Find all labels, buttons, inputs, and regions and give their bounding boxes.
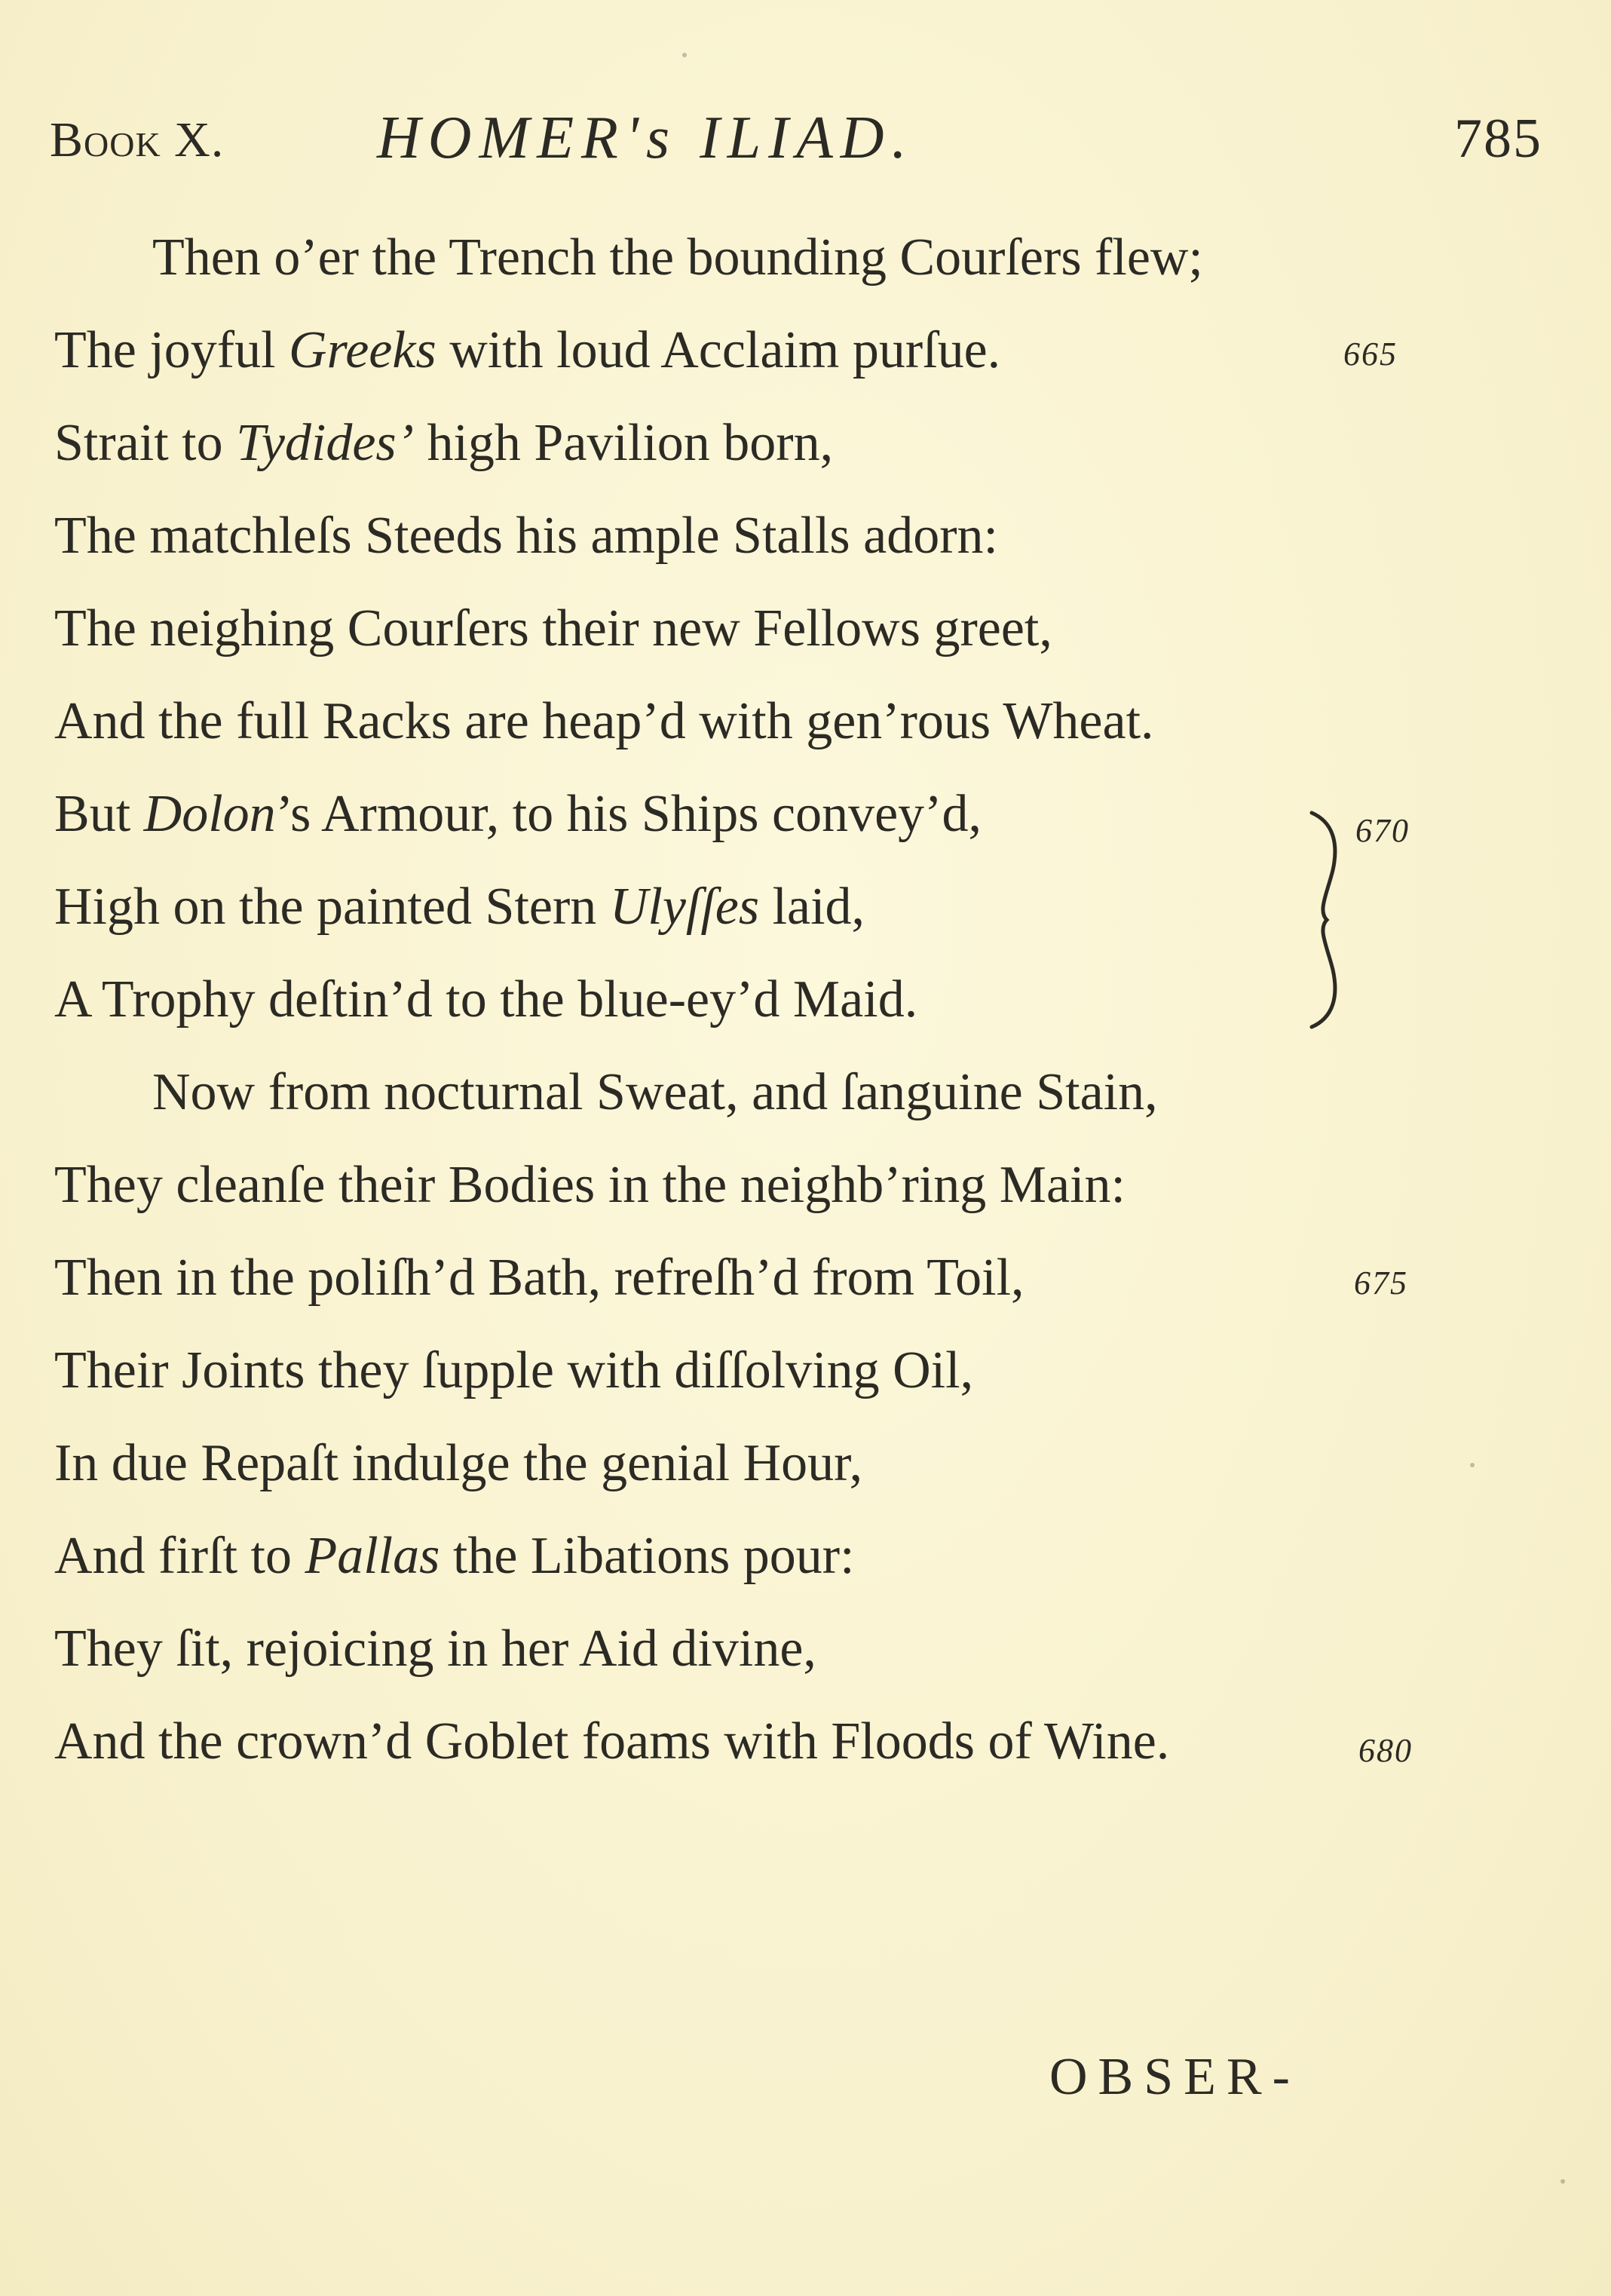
line-number: 680 <box>1358 1732 1413 1769</box>
verse-line: A Trophy deſtin’d to the blue-ey’d Maid. <box>54 970 918 1028</box>
verse-line: Then in the poliſh’d Bath, refreſh’d from Toil, <box>54 1249 1024 1307</box>
verse-line: In due Repaſt indulge the genial Hour, <box>54 1434 863 1492</box>
verse-line: The joyful Greeks with loud Acclaim purſue. <box>54 321 1001 379</box>
verse-line: The neighing Courſers their new Fellows greet, <box>54 599 1052 658</box>
verse-line: High on the painted Stern Ulyſſes laid, <box>54 878 865 936</box>
verse-line: Then o’er the Trench the bounding Courſers flew; <box>152 228 1203 287</box>
line-number: 675 <box>1354 1264 1408 1301</box>
verse-line: Strait to Tydides’ high Pavilion born, <box>54 414 834 472</box>
verse-line: Their Joints they ſupple with diſſolving Oil, <box>54 1341 974 1399</box>
catchword: OBSER- <box>1049 2048 1300 2106</box>
verse-line: And the crown’d Goblet foams with Floods of Wine. <box>54 1712 1170 1770</box>
paper-speck <box>1470 1463 1475 1467</box>
verse-line: But Dolon’s Armour, to his Ships convey’d, <box>54 785 982 843</box>
line-number: 665 <box>1343 336 1398 372</box>
verse-line: They ſit, rejoicing in her Aid divine, <box>54 1620 816 1678</box>
header-title: HOMER's ILIAD. <box>377 105 914 171</box>
triplet-brace <box>1297 807 1364 1033</box>
page-number: 785 <box>1454 108 1542 170</box>
verse-line: Now from nocturnal Sweat, and ſanguine Stain, <box>152 1063 1158 1121</box>
running-header <box>50 98 1542 181</box>
verse-line: The matchleſs Steeds his ample Stalls adorn: <box>54 507 998 565</box>
header-book: Book X. <box>50 112 225 167</box>
paper-speck <box>1560 2179 1565 2184</box>
verse-line: They cleanſe their Bodies in the neighb’ring Main: <box>54 1156 1126 1214</box>
verse-line: And the full Racks are heap’d with gen’rous Wheat. <box>54 692 1154 750</box>
paper-speck <box>682 53 687 57</box>
verse-line: And firſt to Pallas the Libations pour: <box>54 1527 855 1585</box>
line-number: 670 <box>1355 812 1410 849</box>
